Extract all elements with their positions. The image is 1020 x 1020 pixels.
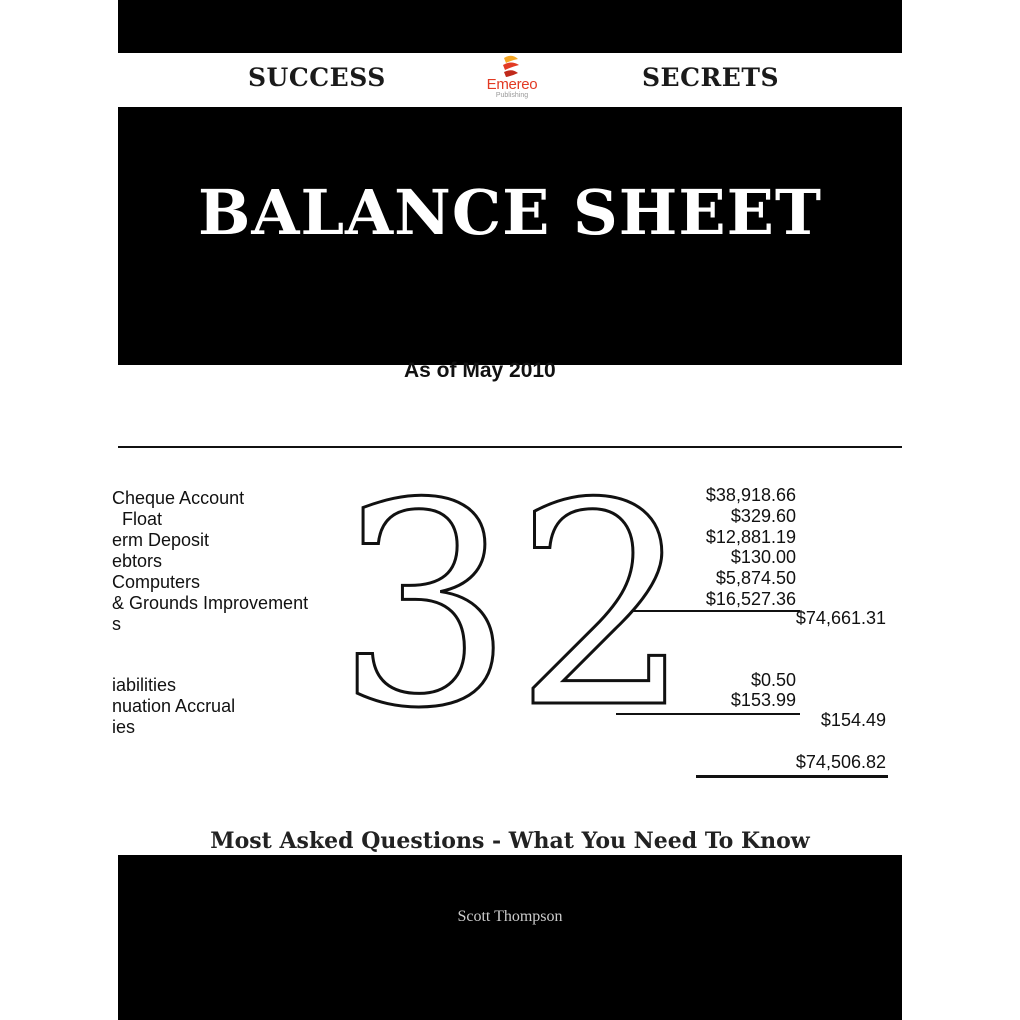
- book-title: BALANCE SHEET: [197, 176, 823, 249]
- liabilities-total: $154.49: [820, 710, 886, 730]
- asset-label: s: [112, 614, 121, 634]
- asset-label: ebtors: [112, 551, 163, 571]
- publisher-subtitle: Publishing: [495, 92, 529, 99]
- asset-amount: $12,881.19: [705, 527, 796, 547]
- question-count-number: [335, 444, 693, 770]
- asset-amount: $5,874.50: [715, 568, 796, 588]
- bottom-black-band: [118, 855, 902, 1020]
- top-black-band: [118, 0, 902, 53]
- asset-label: Computers: [112, 572, 201, 592]
- liability-amount: $0.50: [750, 670, 796, 690]
- sheet-heading: As of May 2010: [404, 359, 556, 382]
- asset-label: erm Deposit: [112, 530, 210, 550]
- asset-label: Cheque Account: [112, 488, 245, 508]
- publisher-logo: [470, 54, 554, 104]
- liability-amount: $153.99: [730, 690, 796, 710]
- asset-amount: $16,527.36: [705, 589, 796, 609]
- author-name: Scott Thompson: [457, 908, 563, 925]
- asset-amount: $329.60: [730, 506, 796, 526]
- sheet-heading-clip: [118, 359, 902, 397]
- tagline: Most Asked Questions - What You Need To Know: [210, 828, 810, 854]
- header-right-word: SECRETS: [642, 63, 779, 92]
- asset-label: & Grounds Improvement: [112, 593, 309, 613]
- question-count-text: 32: [335, 444, 693, 770]
- liability-label: nuation Accrual: [112, 696, 236, 716]
- liability-label: iabilities: [112, 675, 177, 695]
- publisher-name: Emereo: [486, 76, 538, 93]
- book-cover: [112, 0, 902, 1020]
- asset-label: Float: [122, 509, 163, 529]
- net-total: $74,506.82: [795, 752, 886, 772]
- emereo-logo-icon: [500, 54, 522, 78]
- header-left-word: SUCCESS: [248, 63, 386, 92]
- liability-label: ies: [112, 717, 136, 737]
- assets-total: $74,661.31: [795, 608, 886, 628]
- total-rule: [696, 775, 888, 778]
- asset-amount: $130.00: [730, 547, 796, 567]
- asset-amount: $38,918.66: [705, 485, 796, 505]
